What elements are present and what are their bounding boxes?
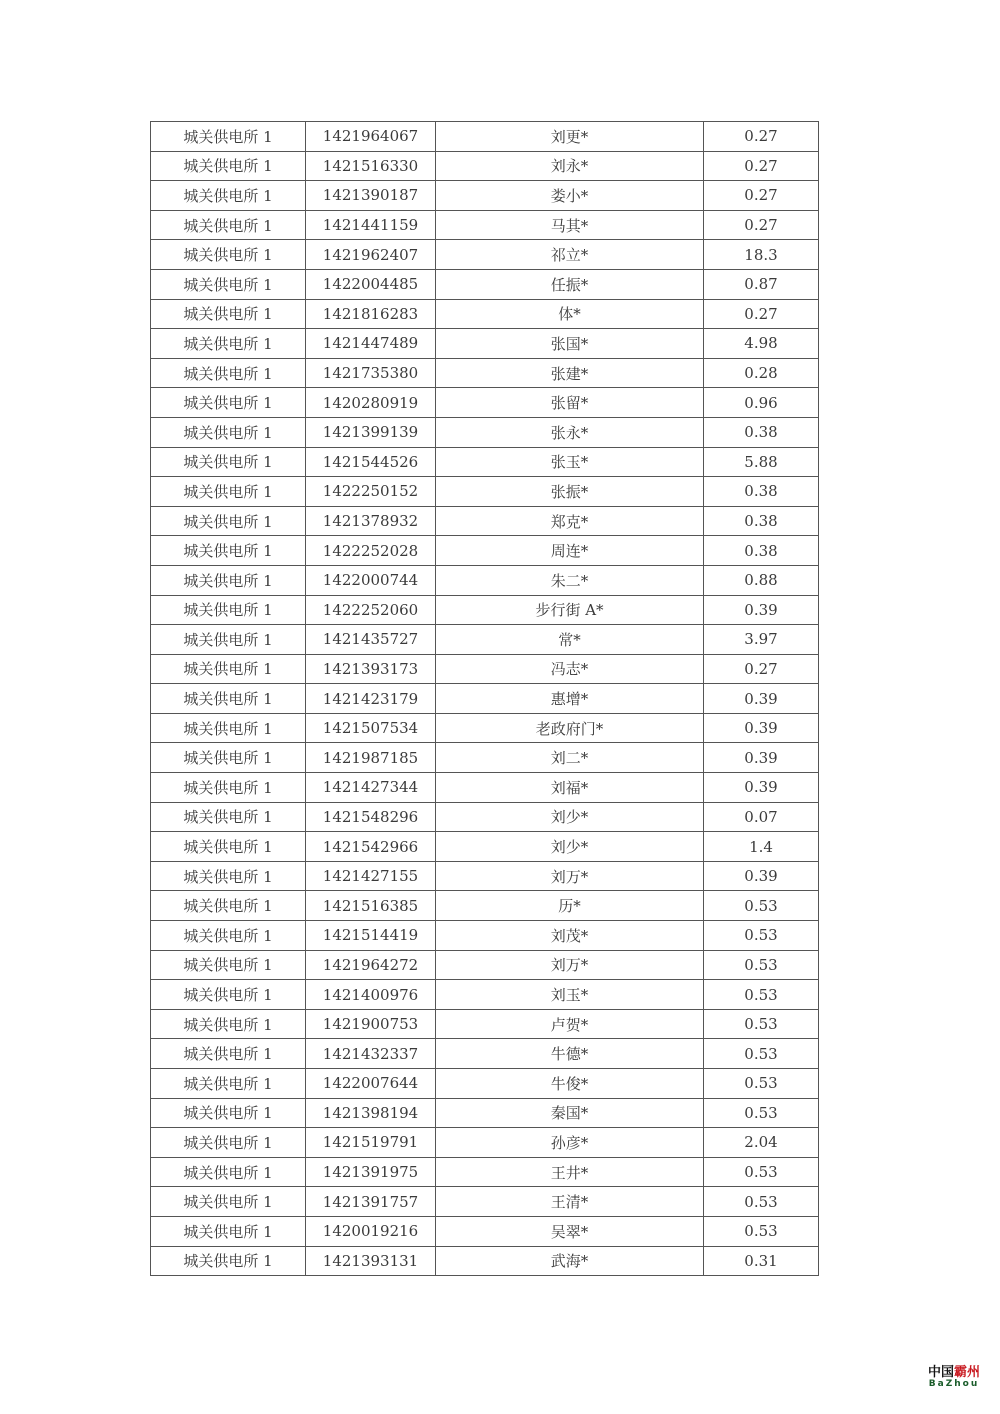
customer-name-cell: 体* <box>436 299 704 329</box>
account-number-cell: 1421964067 <box>306 122 436 152</box>
account-number-cell: 1421393173 <box>306 654 436 684</box>
amount-cell: 0.27 <box>704 151 819 181</box>
station-cell: 城关供电所 1 <box>151 506 306 536</box>
logo-text-red: 霸州 <box>954 1365 981 1380</box>
amount-cell: 0.53 <box>704 950 819 980</box>
customer-name-cell: 步行街 A* <box>436 595 704 625</box>
customer-name-cell: 王井* <box>436 1157 704 1187</box>
table-row <box>151 773 819 803</box>
customer-name-cell: 牛俊* <box>436 1069 704 1099</box>
customer-name-cell: 张永* <box>436 417 704 447</box>
account-number-cell: 1422250152 <box>306 477 436 507</box>
table-row <box>151 536 819 566</box>
table-body <box>151 122 819 1276</box>
station-cell: 城关供电所 1 <box>151 1157 306 1187</box>
station-cell: 城关供电所 1 <box>151 122 306 152</box>
table-row <box>151 832 819 862</box>
station-cell: 城关供电所 1 <box>151 299 306 329</box>
amount-cell: 0.53 <box>704 980 819 1010</box>
account-number-cell: 1421398194 <box>306 1098 436 1128</box>
table-row <box>151 417 819 447</box>
customer-name-cell: 朱二* <box>436 565 704 595</box>
table-row <box>151 980 819 1010</box>
station-cell: 城关供电所 1 <box>151 921 306 951</box>
customer-name-cell: 张玉* <box>436 447 704 477</box>
amount-cell: 0.53 <box>704 921 819 951</box>
amount-cell: 0.53 <box>704 1098 819 1128</box>
customer-name-cell: 吴翠* <box>436 1216 704 1246</box>
customer-name-cell: 王清* <box>436 1187 704 1217</box>
table-row <box>151 654 819 684</box>
station-cell: 城关供电所 1 <box>151 447 306 477</box>
customer-name-cell: 张国* <box>436 329 704 359</box>
account-number-cell: 1420280919 <box>306 388 436 418</box>
station-cell: 城关供电所 1 <box>151 861 306 891</box>
customer-name-cell: 刘永* <box>436 151 704 181</box>
customer-name-cell: 刘少* <box>436 802 704 832</box>
customer-name-cell: 任振* <box>436 269 704 299</box>
account-number-cell: 1421447489 <box>306 329 436 359</box>
account-number-cell: 1421427155 <box>306 861 436 891</box>
station-cell: 城关供电所 1 <box>151 181 306 211</box>
customer-name-cell: 孙彦* <box>436 1128 704 1158</box>
station-cell: 城关供电所 1 <box>151 269 306 299</box>
account-number-cell: 1421391757 <box>306 1187 436 1217</box>
amount-cell: 0.39 <box>704 684 819 714</box>
account-number-cell: 1421900753 <box>306 1009 436 1039</box>
amount-cell: 0.53 <box>704 1157 819 1187</box>
customer-name-cell: 周连* <box>436 536 704 566</box>
customer-name-cell: 刘少* <box>436 832 704 862</box>
customer-name-cell: 娄小* <box>436 181 704 211</box>
account-number-cell: 1421516385 <box>306 891 436 921</box>
account-number-cell: 1421964272 <box>306 950 436 980</box>
account-number-cell: 1422252060 <box>306 595 436 625</box>
account-number-cell: 1421962407 <box>306 240 436 270</box>
station-cell: 城关供电所 1 <box>151 743 306 773</box>
station-cell: 城关供电所 1 <box>151 329 306 359</box>
account-number-cell: 1420019216 <box>306 1216 436 1246</box>
table-row <box>151 950 819 980</box>
account-number-cell: 1421816283 <box>306 299 436 329</box>
account-number-cell: 1422252028 <box>306 536 436 566</box>
customer-name-cell: 马其* <box>436 210 704 240</box>
amount-cell: 0.96 <box>704 388 819 418</box>
table-row <box>151 477 819 507</box>
customer-name-cell: 冯志* <box>436 654 704 684</box>
station-cell: 城关供电所 1 <box>151 802 306 832</box>
amount-cell: 1.4 <box>704 832 819 862</box>
table-row <box>151 565 819 595</box>
amount-cell: 18.3 <box>704 240 819 270</box>
amount-cell: 0.88 <box>704 565 819 595</box>
data-table <box>150 121 819 1276</box>
amount-cell: 0.38 <box>704 417 819 447</box>
station-cell: 城关供电所 1 <box>151 151 306 181</box>
customer-name-cell: 刘茂* <box>436 921 704 951</box>
station-cell: 城关供电所 1 <box>151 1098 306 1128</box>
table-row <box>151 240 819 270</box>
customer-name-cell: 刘二* <box>436 743 704 773</box>
amount-cell: 0.39 <box>704 713 819 743</box>
customer-name-cell: 武海* <box>436 1246 704 1276</box>
table-row <box>151 122 819 152</box>
account-number-cell: 1421514419 <box>306 921 436 951</box>
customer-name-cell: 张振* <box>436 477 704 507</box>
amount-cell: 5.88 <box>704 447 819 477</box>
amount-cell: 0.53 <box>704 891 819 921</box>
station-cell: 城关供电所 1 <box>151 388 306 418</box>
amount-cell: 0.38 <box>704 536 819 566</box>
account-number-cell: 1421435727 <box>306 625 436 655</box>
amount-cell: 3.97 <box>704 625 819 655</box>
customer-name-cell: 张留* <box>436 388 704 418</box>
table-row <box>151 388 819 418</box>
station-cell: 城关供电所 1 <box>151 1187 306 1217</box>
logo-text-black: 中国 <box>927 1365 954 1380</box>
table-row <box>151 1216 819 1246</box>
customer-name-cell: 祁立* <box>436 240 704 270</box>
table-row <box>151 181 819 211</box>
table-row <box>151 861 819 891</box>
station-cell: 城关供电所 1 <box>151 565 306 595</box>
table-row <box>151 1069 819 1099</box>
customer-name-cell: 张建* <box>436 358 704 388</box>
amount-cell: 0.53 <box>704 1069 819 1099</box>
logo-chinese-text <box>922 1366 986 1380</box>
amount-cell: 0.27 <box>704 181 819 211</box>
station-cell: 城关供电所 1 <box>151 595 306 625</box>
amount-cell: 0.27 <box>704 122 819 152</box>
station-cell: 城关供电所 1 <box>151 950 306 980</box>
table-row <box>151 210 819 240</box>
table-row <box>151 269 819 299</box>
account-number-cell: 1421987185 <box>306 743 436 773</box>
station-cell: 城关供电所 1 <box>151 713 306 743</box>
customer-name-cell: 秦国* <box>436 1098 704 1128</box>
account-number-cell: 1422007644 <box>306 1069 436 1099</box>
table-row <box>151 713 819 743</box>
station-cell: 城关供电所 1 <box>151 832 306 862</box>
account-number-cell: 1421391975 <box>306 1157 436 1187</box>
amount-cell: 0.38 <box>704 506 819 536</box>
amount-cell: 0.39 <box>704 861 819 891</box>
table-row <box>151 447 819 477</box>
account-number-cell: 1421378932 <box>306 506 436 536</box>
amount-cell: 0.53 <box>704 1187 819 1217</box>
table-row <box>151 1098 819 1128</box>
amount-cell: 0.38 <box>704 477 819 507</box>
station-cell: 城关供电所 1 <box>151 1039 306 1069</box>
amount-cell: 0.87 <box>704 269 819 299</box>
account-number-cell: 1421427344 <box>306 773 436 803</box>
station-cell: 城关供电所 1 <box>151 1009 306 1039</box>
table-row <box>151 1128 819 1158</box>
account-number-cell: 1421399139 <box>306 417 436 447</box>
account-number-cell: 1421735380 <box>306 358 436 388</box>
bazhou-logo <box>922 1366 986 1406</box>
logo-english-text: BaZhou <box>928 1379 980 1390</box>
account-number-cell: 1422004485 <box>306 269 436 299</box>
station-cell: 城关供电所 1 <box>151 1216 306 1246</box>
station-cell: 城关供电所 1 <box>151 240 306 270</box>
table-row <box>151 1246 819 1276</box>
customer-name-cell: 牛德* <box>436 1039 704 1069</box>
customer-name-cell: 老政府门* <box>436 713 704 743</box>
table-row <box>151 329 819 359</box>
station-cell: 城关供电所 1 <box>151 358 306 388</box>
account-number-cell: 1421400976 <box>306 980 436 1010</box>
amount-cell: 0.39 <box>704 773 819 803</box>
customer-name-cell: 刘万* <box>436 950 704 980</box>
account-number-cell: 1421542966 <box>306 832 436 862</box>
account-number-cell: 1422000744 <box>306 565 436 595</box>
amount-cell: 0.27 <box>704 654 819 684</box>
customer-name-cell: 常* <box>436 625 704 655</box>
table-row <box>151 1157 819 1187</box>
account-number-cell: 1421393131 <box>306 1246 436 1276</box>
account-number-cell: 1421390187 <box>306 181 436 211</box>
amount-cell: 0.28 <box>704 358 819 388</box>
table-row <box>151 625 819 655</box>
station-cell: 城关供电所 1 <box>151 773 306 803</box>
table-row <box>151 299 819 329</box>
account-number-cell: 1421432337 <box>306 1039 436 1069</box>
customer-name-cell: 郑克* <box>436 506 704 536</box>
table-row <box>151 802 819 832</box>
account-number-cell: 1421548296 <box>306 802 436 832</box>
station-cell: 城关供电所 1 <box>151 1246 306 1276</box>
account-number-cell: 1421516330 <box>306 151 436 181</box>
account-number-cell: 1421441159 <box>306 210 436 240</box>
customer-name-cell: 卢贺* <box>436 1009 704 1039</box>
table-row <box>151 506 819 536</box>
station-cell: 城关供电所 1 <box>151 1069 306 1099</box>
account-number-cell: 1421544526 <box>306 447 436 477</box>
amount-cell: 0.39 <box>704 595 819 625</box>
customer-name-cell: 刘万* <box>436 861 704 891</box>
table-row <box>151 1039 819 1069</box>
customer-name-cell: 刘玉* <box>436 980 704 1010</box>
account-number-cell: 1421519791 <box>306 1128 436 1158</box>
station-cell: 城关供电所 1 <box>151 684 306 714</box>
amount-cell: 2.04 <box>704 1128 819 1158</box>
table-row <box>151 891 819 921</box>
amount-cell: 0.31 <box>704 1246 819 1276</box>
amount-cell: 0.07 <box>704 802 819 832</box>
table-row <box>151 595 819 625</box>
station-cell: 城关供电所 1 <box>151 654 306 684</box>
table-row <box>151 743 819 773</box>
account-number-cell: 1421423179 <box>306 684 436 714</box>
amount-cell: 0.39 <box>704 743 819 773</box>
station-cell: 城关供电所 1 <box>151 417 306 447</box>
amount-cell: 0.53 <box>704 1039 819 1069</box>
station-cell: 城关供电所 1 <box>151 477 306 507</box>
amount-cell: 0.53 <box>704 1009 819 1039</box>
station-cell: 城关供电所 1 <box>151 891 306 921</box>
station-cell: 城关供电所 1 <box>151 536 306 566</box>
table-row <box>151 1009 819 1039</box>
table-row <box>151 1187 819 1217</box>
station-cell: 城关供电所 1 <box>151 980 306 1010</box>
station-cell: 城关供电所 1 <box>151 625 306 655</box>
table-row <box>151 921 819 951</box>
customer-name-cell: 刘更* <box>436 122 704 152</box>
table-row <box>151 358 819 388</box>
amount-cell: 0.27 <box>704 210 819 240</box>
customer-name-cell: 惠增* <box>436 684 704 714</box>
amount-cell: 0.53 <box>704 1216 819 1246</box>
station-cell: 城关供电所 1 <box>151 210 306 240</box>
amount-cell: 0.27 <box>704 299 819 329</box>
amount-cell: 4.98 <box>704 329 819 359</box>
table-row <box>151 684 819 714</box>
table-row <box>151 151 819 181</box>
customer-name-cell: 刘福* <box>436 773 704 803</box>
account-number-cell: 1421507534 <box>306 713 436 743</box>
station-cell: 城关供电所 1 <box>151 1128 306 1158</box>
customer-name-cell: 历* <box>436 891 704 921</box>
